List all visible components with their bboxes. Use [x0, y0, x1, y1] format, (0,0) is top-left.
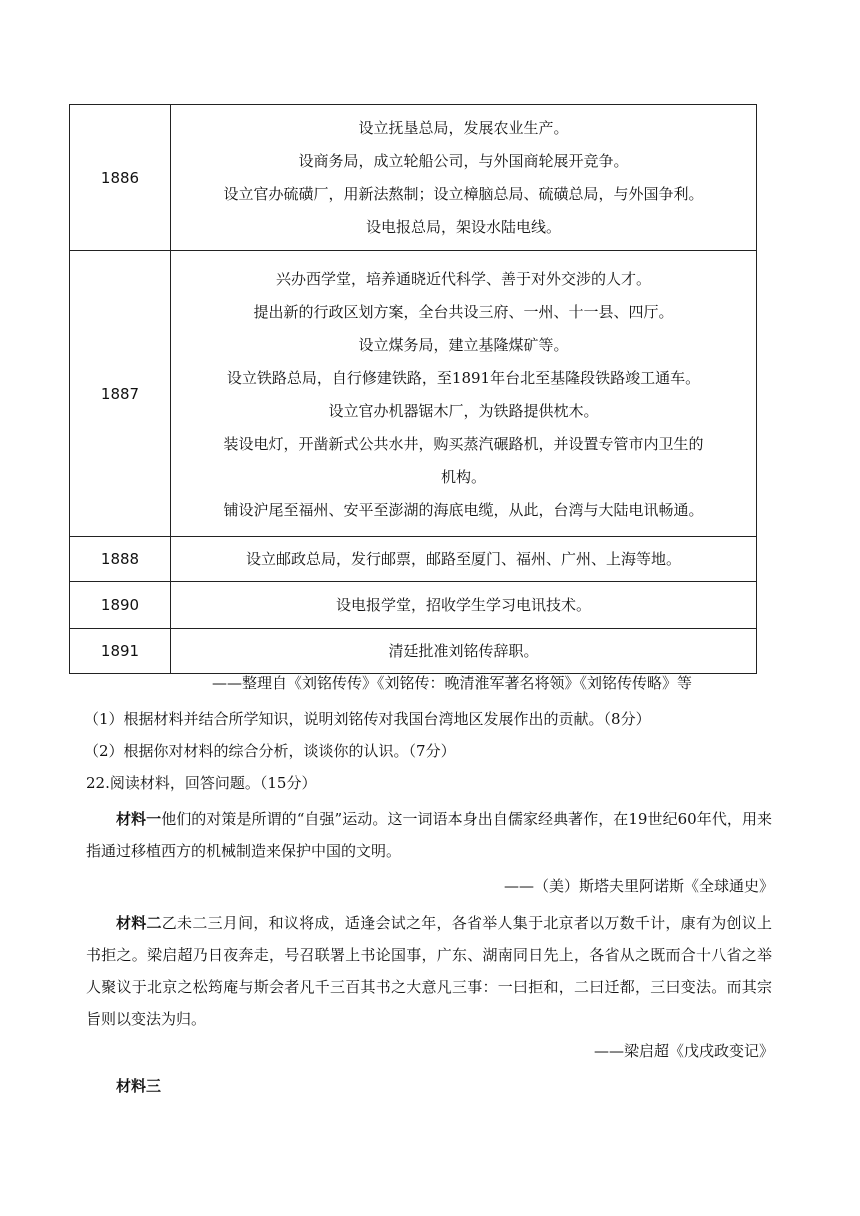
material-1-source: ——（美）斯塔夫里阿诺斯《全球通史》	[503, 877, 774, 895]
table-source-citation: ——整理自《刘铭传传》《刘铭传：晚清淮军著名将领》《刘铭传传略》等	[212, 674, 693, 692]
event-line: 设立邮政总局，发行邮票，邮路至厦门、福州、广州、上海等地。	[245, 549, 681, 568]
material-2-label: 材料二	[116, 914, 162, 932]
event-cell	[171, 105, 757, 251]
year-cell: 1888	[70, 537, 171, 582]
event-line: 设电报学堂，招收学生学习电讯技术。	[335, 595, 591, 614]
event-line: 装设电灯，开凿新式公共水井，购买蒸汽碾路机，并设置专管市内卫生的	[223, 435, 704, 453]
year-cell: 1890	[70, 582, 171, 629]
event-cell	[171, 251, 757, 537]
event-line: 设商务局，成立轮船公司，与外国商轮展开竞争。	[298, 151, 629, 170]
material-2-paragraph	[86, 907, 772, 1035]
event-cell	[171, 582, 757, 629]
event-cell	[171, 629, 757, 674]
event-line: 机构。	[440, 468, 486, 486]
material-3-label: 材料三	[116, 1077, 162, 1095]
event-line: 设电报总局，架设水陆电线。	[365, 217, 561, 236]
material-2-source: ——梁启超《戊戌政变记》	[593, 1042, 774, 1060]
year-cell: 1886	[70, 105, 171, 251]
table-row	[70, 537, 757, 582]
event-line: 设立煤务局，建立基隆煤矿等。	[358, 336, 569, 354]
material-2-text: 乙未二三月间，和议将成，适逢会试之年，各省举人集于北京者以万数千计，康有为创议上书拒之。梁启超乃日夜奔走，号召联署上书论国事，广东、湖南同日先上，各省从之既而合十八省之举人聚议于北京之松筠庵与斯会者凡千三百其书之大意凡三事：一曰拒和，二曰迁都，三曰变法。而其宗旨则以变法为归。	[86, 914, 772, 1028]
event-cell	[171, 537, 757, 582]
event-line: 设立铁路总局，自行修建铁路，至1891年台北至基隆段铁路竣工通车。	[226, 369, 701, 387]
table-row	[70, 582, 757, 629]
question-22-heading: 22.阅读材料，回答问题。（15分）	[86, 774, 317, 792]
event-line: 提出新的行政区划方案，全台共设三府、一州、十一县、四厅。	[253, 303, 674, 321]
event-line: 设立官办机器锯木厂，为铁路提供枕木。	[328, 402, 599, 420]
table-row	[70, 105, 757, 251]
material-1-paragraph	[86, 803, 772, 867]
event-line: 清廷批准刘铭传辞职。	[388, 641, 539, 660]
question-2: （2）根据你对材料的综合分析，谈谈你的认识。（7分）	[84, 742, 456, 760]
event-line: 铺设沪尾至福州、安平至澎湖的海底电缆，从此，台湾与大陆电讯畅通。	[223, 501, 704, 519]
liu-mingchuan-events-table	[69, 104, 757, 674]
table-row	[70, 629, 757, 674]
event-line: 设立抚垦总局，发展农业生产。	[358, 118, 569, 137]
event-line: 兴办西学堂，培养通晓近代科学、善于对外交涉的人才。	[275, 270, 651, 288]
question-1: （1）根据材料并结合所学知识，说明刘铭传对我国台湾地区发展作出的贡献。（8分）	[84, 710, 651, 728]
material-1-text: 他们的对策是所谓的“自强”运动。这一词语本身出自儒家经典著作，在19世纪60年代，用来指通过移植西方的机械制造来保护中国的文明。	[86, 810, 772, 860]
material-1-label: 材料一	[116, 810, 162, 828]
year-cell: 1887	[70, 251, 171, 537]
event-line: 设立官办硫磺厂，用新法熬制；设立樟脑总局、硫磺总局，与外国争利。	[223, 184, 704, 203]
table-row	[70, 251, 757, 537]
year-cell: 1891	[70, 629, 171, 674]
